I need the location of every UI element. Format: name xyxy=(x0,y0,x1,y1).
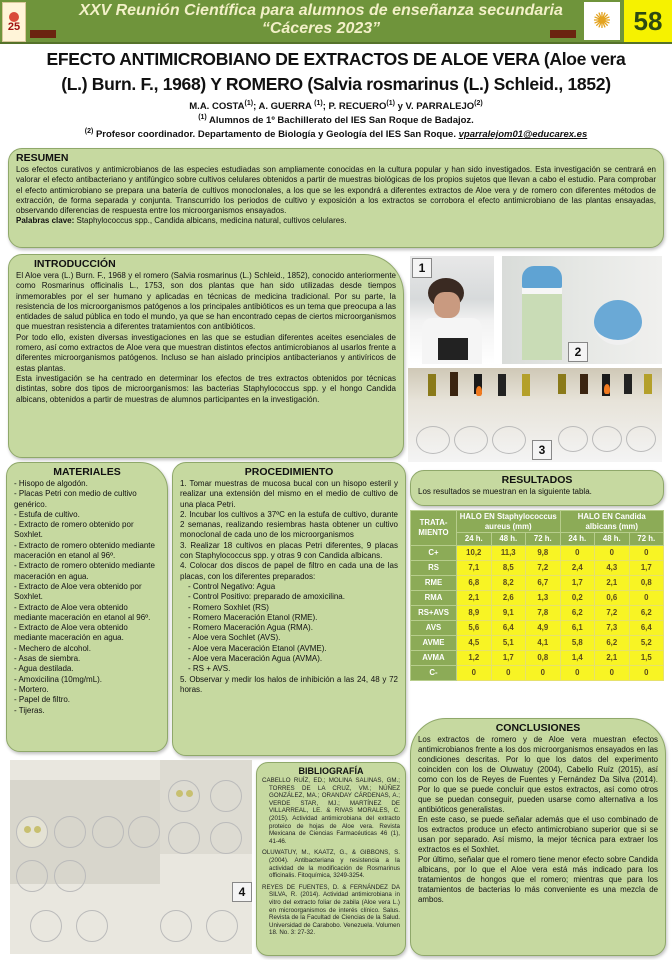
introduccion-p3: Esta investigación se ha centrado en determinar los efectos de tres extractos obtenidos por técnicas distintas, sobre dos tipos de microorganismos: las bacterias Staphylococcus spp. y el hongo Candida albicans, obtenidos a partir de muestras de alumnos participantes en la investigación. xyxy=(16,373,396,404)
event-title-line1: XXV Reunión Científica para alumnos de enseñanza secundaria xyxy=(79,2,563,19)
list-item: - RS + AVS. xyxy=(188,664,231,674)
table-cell: 5,6 xyxy=(457,620,492,635)
preparations-list xyxy=(180,582,398,675)
table-cell: 2,1 xyxy=(595,575,630,590)
table-cell: 2,6 xyxy=(491,590,526,605)
table-cell: 0 xyxy=(491,665,526,680)
step-3: 3. Realizar 18 cultivos en placas Petri diferentes, 9 placas con Staphylococcus spp. y otras 9 con Candida albicans. xyxy=(180,540,398,561)
list-item: - Mechero de alcohol. xyxy=(14,643,91,653)
table-cell: 7,3 xyxy=(595,620,630,635)
resultados-heading: RESULTADOS xyxy=(501,474,573,486)
table-cell: 7,2 xyxy=(595,605,630,620)
list-item: - Extracto de Aloe vera obtenido mediante maceración en etanol al 96º. xyxy=(14,602,151,622)
list-item: - Control Positivo: preparado de amoxicilina. xyxy=(188,592,345,602)
table-cell: 6,4 xyxy=(491,620,526,635)
conclusiones-p2: En este caso, se puede señalar además que el uso combinado de los extractos produce un efecto antimicrobiano superior que si se usan por separado. Así mismo, la mejor técnica para extraer los extractos es el Soxhlet. xyxy=(418,815,658,854)
anniversary-number: 25 xyxy=(7,20,21,33)
table-cell: 0 xyxy=(629,590,664,605)
table-cell: 0,8 xyxy=(526,650,561,665)
list-item: - Amoxicilina (10mg/mL). xyxy=(14,674,103,684)
anniversary-logo xyxy=(2,2,26,42)
column-header: 48 h. xyxy=(595,533,630,546)
table-cell: 1,7 xyxy=(491,650,526,665)
table-cell: 2,4 xyxy=(560,560,595,575)
reference-item: CABELLO RUÍZ, ED.; MOLINA SALINAS, GM.; TORRES DE LA CRUZ, VM.; NÚÑEZ GONZÁLEZ, MA.; ORANDAY CÁRDENAS, A.; VERDE STAR, MJ.; MARTÍNEZ DE VILLARREAL, LE. & RIVAS MORALES, C. (2015). Actividad antimicrobiana del extracto proteico de hojas de Aloe vera. Revista Mexicana de Ciencias Farmacéuticas 46 (1), 41-46. xyxy=(262,777,400,845)
flower-icon xyxy=(9,12,19,22)
table-cell: 9,1 xyxy=(491,605,526,620)
list-item: - Placas Petri con medio de cultivo genérico. xyxy=(14,489,137,509)
table-cell: 0,6 xyxy=(595,590,630,605)
list-item: - Estufa de cultivo. xyxy=(14,509,80,519)
photo-label-3: 3 xyxy=(532,440,552,460)
table-cell: 11,3 xyxy=(491,545,526,560)
table-cell: 5,8 xyxy=(560,635,595,650)
conclusiones-p3: Por último, señalar que el romero tiene menor efecto sobre Candida albicans, por lo que el Aloe vera está más indicado para los tratamientos de hongos que el romero; mientras que para los tratamientos de bacterias lo más conveniente es una mezcla de ambos. xyxy=(418,855,658,904)
list-item: - Tijeras. xyxy=(14,705,45,715)
bibliografia-section xyxy=(256,762,406,956)
table-cell: 0 xyxy=(629,545,664,560)
list-item: - Papel de filtro. xyxy=(14,695,71,705)
table-row xyxy=(411,620,664,635)
row-label: RMA xyxy=(411,590,457,605)
list-item: - Mortero. xyxy=(14,684,49,694)
photo-label-2: 2 xyxy=(568,342,588,362)
list-item: - Romero Maceración Etanol (RME). xyxy=(188,612,318,622)
table-row xyxy=(411,635,664,650)
poster-title-line2: (L.) Burn. F., 1968) Y ROMERO (Salvia rosmarinus (L.) Schleid., 1852) xyxy=(61,74,611,94)
event-title xyxy=(60,2,582,38)
resumen-text: Los efectos curativos y antimicrobianos de las especies estudiadas son ampliamente conocidas en la cultura popular y han sido investigados. Esta investigación se centrará en valorar el efecto antibacteriano y antifúngico sobre cultivos celulares obtenidos a partir de muestras biológicas de los propios sujetos que llevan a cabo el estudio. Para comprobar el efecto antimicrobiano se prepara una batería de cultivos monoclonales, a los que se les expondrá a diferentes extractos de Aloe vera y de romero con diferentes métodos de extracción, de forma separada y conjunta. Transcurrido los periodos de cultivo y exposición a los extractos se corrobora el efecto antimicrobiano de las plantas ensayadas, observando diferencias de respuesta entre los microorganismos ensayados. xyxy=(16,165,656,216)
resultados-section xyxy=(410,470,664,506)
poster-title-line1: EFECTO ANTIMICROBIANO DE EXTRACTOS DE ALOE VERA (Aloe vera xyxy=(46,49,626,69)
photo-label-1: 1 xyxy=(412,258,432,278)
table-cell: 1,7 xyxy=(629,560,664,575)
row-label: RME xyxy=(411,575,457,590)
list-item: - Romero Maceración Agua (RMA). xyxy=(188,623,313,633)
table-cell: 1,3 xyxy=(526,590,561,605)
table-cell: 0,2 xyxy=(560,590,595,605)
list-item: - Extracto de romero obtenido mediante maceración en agua. xyxy=(14,561,155,581)
results-table-body xyxy=(411,545,664,680)
table-cell: 10,2 xyxy=(457,545,492,560)
conclusiones-p1: Los extractos de romero y de Aloe vera muestran efectos antimicrobianos frente a los dos microorganismos ensayados en las condiciones descritas. Por lo que los datos del experimento coinciden con los de Oluwatuy (2004), Cabello Ruíz (2015), así como con los de Reyes de Fuentes y Fernández Da Silva (2014). Por lo que se puede concluir que estos extractos, así como otros que se puedan conseguir, pueden usarse como alternativa a los antibióticos generalistas. xyxy=(418,735,658,814)
table-cell: 4,1 xyxy=(526,635,561,650)
list-item: - Control Negativo: Agua xyxy=(188,581,276,591)
author-list: M.A. COSTA$^{(1)}$; A. GUERRA $^{(1)}$; P. RECUERO$^{(1)}$ y V. PARRALEJO$^{(2)}$ xyxy=(189,99,483,112)
event-title-line2: “Cáceres 2023” xyxy=(261,20,381,37)
table-cell: 4,3 xyxy=(595,560,630,575)
keywords: Palabras clave: Staphylococcus spp., Candida albicans, medicina natural, cultivos celulares. xyxy=(16,216,347,226)
table-row xyxy=(411,665,664,680)
list-item: - Hisopo de algodón. xyxy=(14,479,88,488)
column-header: 24 h. xyxy=(560,533,595,546)
table-cell: 6,7 xyxy=(526,575,561,590)
list-item: - Asas de siembra. xyxy=(14,654,81,664)
conclusiones-heading: CONCLUSIONES xyxy=(495,722,581,734)
list-item: - Aloe vera Maceración Etanol (AVME). xyxy=(188,643,327,653)
table-cell: 0 xyxy=(595,665,630,680)
table-cell: 6,8 xyxy=(457,575,492,590)
row-header: TRATA-MIENTO xyxy=(411,511,457,546)
table-cell: 0 xyxy=(629,665,664,680)
list-item: - Extracto de romero obtenido mediante maceración en etanol al 96º. xyxy=(14,540,155,561)
step-5: 5. Observar y medir los halos de inhibición a las 24, 48 y 72 horas. xyxy=(180,674,398,694)
table-cell: 2,1 xyxy=(457,590,492,605)
resumen-heading: RESUMEN xyxy=(16,152,69,164)
table-cell: 6,1 xyxy=(560,620,595,635)
table-cell: 1,7 xyxy=(560,575,595,590)
row-label: AVMA xyxy=(411,650,457,665)
affiliation-teacher: $^{(2)}$ Profesor coordinador. Departamento de Biología y Geología del IES San Roque. vparralejom01@educarex.es xyxy=(84,127,588,140)
table-cell: 0 xyxy=(526,665,561,680)
photo-label-4: 4 xyxy=(232,882,252,902)
email-link[interactable]: vparralejom01@educarex.es xyxy=(458,129,588,140)
table-cell: 5,1 xyxy=(491,635,526,650)
table-cell: 8,9 xyxy=(457,605,492,620)
list-item: - Aloe vera Sochlet (AVS). xyxy=(188,633,281,643)
resultados-text: Los resultados se muestran en la siguiente tabla. xyxy=(418,487,592,496)
authors-block xyxy=(0,100,672,142)
list-item: - Romero Soxhlet (RS) xyxy=(188,602,269,612)
table-cell: 9,8 xyxy=(526,545,561,560)
reference-item: OLUWATUY, M., KAATZ, G., & GIBBONS, S. (2004). Antibacteriana y resistencia a la actividad de la modificación de Rosmarinus officinalis. Fitoquímica, 3249-3254. xyxy=(262,849,400,880)
bibliografia-heading: BIBLIOGRAFÍA xyxy=(298,766,364,776)
introduccion-p2: Por todo ello, existen diversas investigaciones en las que se estudian diferentes aceites esenciales de romero, así como extractos de Aloe vera que muestran distintos efectos antimicrobianos al usarlos frente a diferentes microorganismos patógenos. Incluso se han aislado principios antibacterianos y antivíricos de estas plantas. xyxy=(16,332,396,373)
introduccion-section xyxy=(8,254,404,458)
header-banner xyxy=(0,0,672,44)
photo-extracts-petri xyxy=(408,368,662,462)
table-cell: 6,2 xyxy=(560,605,595,620)
table-cell: 6,2 xyxy=(629,605,664,620)
introduccion-p1: El Aloe vera (L.) Burn. F., 1968 y el romero (Salvia rosmarinus (L.) Schleid., 1852), conocido anteriormente como Rosmarinus officinalis L., 1753, son dos plantas que han sido utilizadas desde tiempos inmemorables por el ser humano y aplicadas en técnicas de medicina tradicional. Por su parte, la resistencia de los microorganismos patógenos a los principales antibióticos es un tema que preocupa a las entidades de salud pública en todo el mundo, ya que se han encontrado cepas de ciertos microorganismos que muestran resistencia a diferentes tratamientos con antibióticos. xyxy=(16,271,396,332)
materiales-section xyxy=(6,462,168,752)
list-item: - Extracto de romero obtenido por Soxhlet. xyxy=(14,520,134,540)
list-item: - Agua destilada. xyxy=(14,664,74,674)
table-cell: 6,4 xyxy=(629,620,664,635)
sun-logo-icon: ✺ xyxy=(584,2,620,40)
list-item: - Aloe vera Maceración Agua (AVMA). xyxy=(188,654,323,664)
table-cell: 0 xyxy=(560,665,595,680)
table-row xyxy=(411,590,664,605)
list-item: - Extracto de Aloe vera obtenido mediante maceración en agua. xyxy=(14,623,128,643)
table-cell: 0,8 xyxy=(629,575,664,590)
results-table xyxy=(410,510,664,681)
step-4: 4. Colocar dos discos de papel de filtro en cada una de las placas, con los diferentes preparados: xyxy=(180,561,398,581)
row-label: AVME xyxy=(411,635,457,650)
table-cell: 1,5 xyxy=(629,650,664,665)
step-2: 2. Incubar los cultivos a 37ºC en la estufa de cultivo, durante 2 semanas, realizando resiembras hasta obtener un cultivo monoclonal de cada uno de los microorganismos xyxy=(180,509,398,540)
table-row xyxy=(411,575,664,590)
table-row xyxy=(411,605,664,620)
table-cell: 2,1 xyxy=(595,650,630,665)
column-header: 24 h. xyxy=(457,533,492,546)
procedimiento-heading: PROCEDIMIENTO xyxy=(244,466,334,478)
table-cell: 5,2 xyxy=(629,635,664,650)
reference-item: REYES DE FUENTES, D. & FERNÁNDEZ DA SILVA, R. (2014). Actividad antimicrobiana in vitro del extracto foliar de zabila (Aloe vera L.) en microorganismos de interés clínico. Salus. Revista de la Facultad de Ciencias de la Salud. Universidad de Carabobo. Venezuela. Volumen 18. No. 3: 27-32. xyxy=(262,883,400,937)
introduccion-heading: INTRODUCCIÓN xyxy=(34,258,116,270)
group-header-candida: HALO EN Candida albicans (mm) xyxy=(560,511,664,533)
row-label: C- xyxy=(411,665,457,680)
affiliation-students: $^{(1)}$ Alumnos de 1º Bachillerato del IES San Roque de Badajoz. xyxy=(198,113,474,126)
table-cell: 0 xyxy=(560,545,595,560)
photo-petri-results xyxy=(10,760,252,954)
poster-title xyxy=(4,47,668,97)
conclusiones-section xyxy=(410,718,666,956)
table-row xyxy=(411,560,664,575)
group-header-staph: HALO EN Staphylococcus aureus (mm) xyxy=(457,511,561,533)
row-label: C+ xyxy=(411,545,457,560)
list-item: - Extracto de Aloe vera obtenido por Soxhlet. xyxy=(14,581,142,602)
photo-incubator xyxy=(502,256,662,364)
table-cell: 7,1 xyxy=(457,560,492,575)
table-cell: 4,9 xyxy=(526,620,561,635)
table-cell: 1,2 xyxy=(457,650,492,665)
table-cell: 7,8 xyxy=(526,605,561,620)
table-cell: 0 xyxy=(457,665,492,680)
column-header: 72 h. xyxy=(526,533,561,546)
table-cell: 8,5 xyxy=(491,560,526,575)
table-cell: 4,5 xyxy=(457,635,492,650)
procedimiento-section xyxy=(172,462,406,756)
row-label: RS xyxy=(411,560,457,575)
poster-number-badge: 58 xyxy=(624,0,672,42)
row-label: AVS xyxy=(411,620,457,635)
column-header: 48 h. xyxy=(491,533,526,546)
materiales-list xyxy=(14,479,160,716)
building-icon xyxy=(30,30,56,38)
table-row xyxy=(411,545,664,560)
table-cell: 6,2 xyxy=(595,635,630,650)
resumen-section xyxy=(8,148,664,248)
materiales-heading: MATERIALES xyxy=(53,466,121,478)
row-label: RS+AVS xyxy=(411,605,457,620)
table-row xyxy=(411,650,664,665)
photo-student-swab xyxy=(410,256,494,364)
table-cell: 8,2 xyxy=(491,575,526,590)
table-cell: 0 xyxy=(595,545,630,560)
column-header: 72 h. xyxy=(629,533,664,546)
building-icon xyxy=(550,30,576,38)
table-cell: 1,4 xyxy=(560,650,595,665)
table-cell: 7,2 xyxy=(526,560,561,575)
step-1: 1. Tomar muestras de mucosa bucal con un hisopo esteril y realizar una extensión del mismo en el medio de cultivo de una placa Petri. xyxy=(180,479,398,509)
